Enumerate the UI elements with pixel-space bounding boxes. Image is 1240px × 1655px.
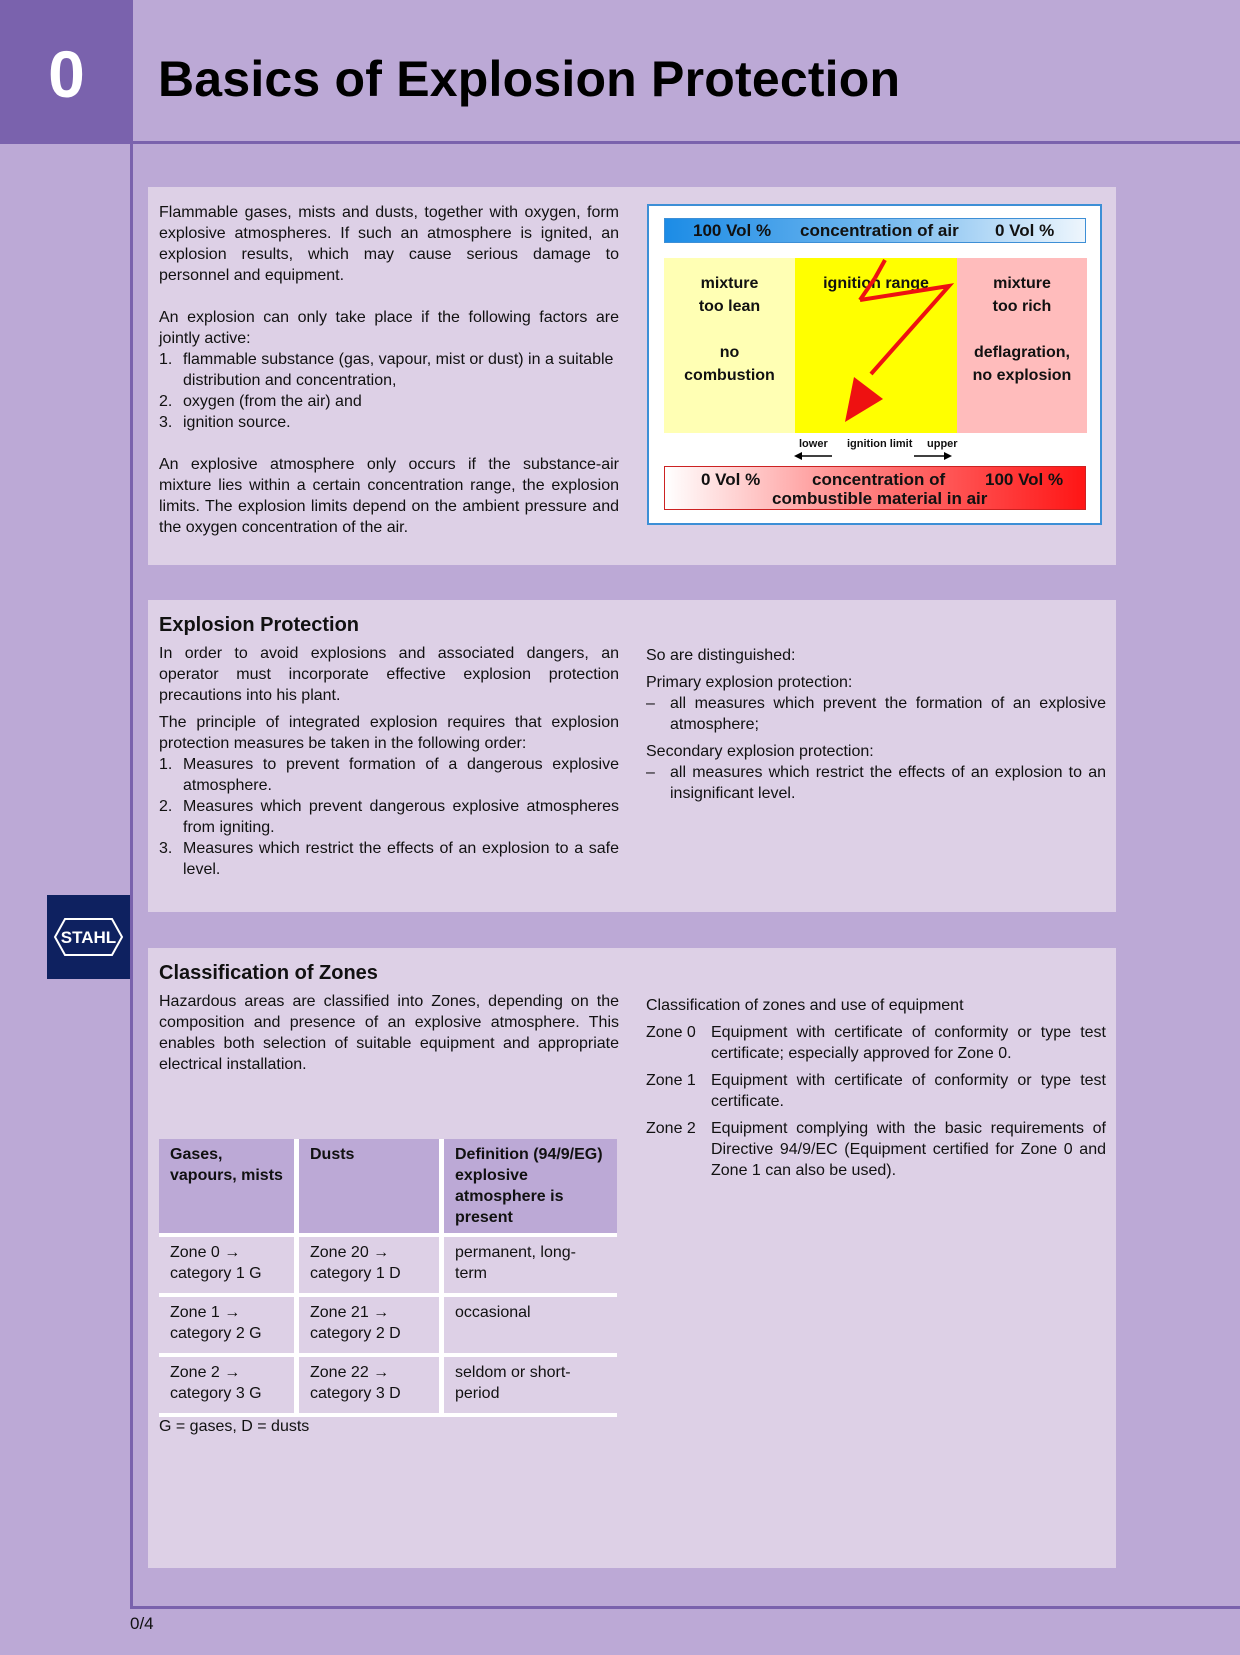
factor-list <box>159 349 619 433</box>
chapter-number: 0 <box>0 0 133 144</box>
table-cell: Zone 22 → category 3 D <box>297 1355 442 1415</box>
zones-paragraph: Hazardous areas are classified into Zones, depending on the composition and presence of an explosive atmosphere. This enables both selection of suitable equipment and appropriate electrical installation. <box>159 993 619 1073</box>
upper-label: upper <box>927 438 958 450</box>
list-item: 3. ignition source. <box>159 414 291 431</box>
stahl-logo <box>47 895 130 979</box>
secondary-title: Secondary explosion protection: <box>646 743 874 760</box>
table-cell: Zone 1 → category 2 G <box>170 1304 262 1342</box>
page-title: Basics of Explosion Protection <box>158 51 901 107</box>
rich-zone: mixture too rich deflagration, no explosion <box>957 258 1087 433</box>
list-item: 3. Measures which restrict the effects of an explosion to a safe level. <box>159 840 619 878</box>
lower-label: lower <box>799 438 828 450</box>
protection-left <box>159 615 619 880</box>
table-row <box>159 1235 617 1295</box>
protection-paragraph: The principle of integrated explosion requires that explosion protection measures be taken in the following order: <box>159 714 619 752</box>
intro-paragraph: An explosion can only take place if the following factors are jointly active: <box>159 309 619 347</box>
zones-footnote: G = gases, D = dusts <box>159 1418 310 1435</box>
list-item: – all measures which restrict the effects of an explosion to an insignificant level. <box>646 764 1106 802</box>
left-rule <box>130 144 133 1609</box>
table-cell: permanent, long-term <box>442 1235 618 1295</box>
protection-right <box>646 645 1106 804</box>
zones-table <box>159 1139 617 1417</box>
svg-text:STAHL: STAHL <box>60 928 117 947</box>
table-cell: Zone 20 → category 1 D <box>297 1235 442 1295</box>
header-divider <box>133 141 1240 144</box>
footer-divider <box>133 1606 1240 1609</box>
distinguished-text: So are distinguished: <box>646 647 796 664</box>
list-item: 1. Measures to prevent formation of a dangerous explosive atmosphere. <box>159 756 619 794</box>
protection-paragraph: In order to avoid explosions and associated dangers, an operator must incorporate effective explosion protection precautions into his plant. <box>159 645 619 704</box>
page-number: 0/4 <box>130 1614 154 1633</box>
ignition-zone: ignition range <box>795 258 957 433</box>
intro-text <box>159 202 619 538</box>
comb-left-label: 0 Vol % <box>701 470 761 489</box>
protection-heading: Explosion Protection <box>159 614 360 636</box>
lean-zone: mixture too lean no combustion <box>664 258 795 433</box>
air-left-label: 100 Vol % <box>693 221 772 240</box>
primary-title: Primary explosion protection: <box>646 674 853 691</box>
column-header: Dusts <box>297 1139 442 1235</box>
limit-arrows-icon <box>794 446 954 462</box>
combustible-concentration-bar <box>664 466 1086 510</box>
table-row <box>159 1355 617 1415</box>
list-item: – all measures which prevent the formation of an explosive atmosphere; <box>646 695 1106 733</box>
zones-left <box>159 963 619 1075</box>
table-row <box>159 1295 617 1355</box>
measures-list <box>159 754 619 880</box>
zones-right <box>646 995 1106 1187</box>
comb-label: concentration of <box>812 470 946 489</box>
intro-paragraph: An explosive atmosphere only occurs if the substance-air mixture lies within a certain concentration range, the explosion limits. The explosion limits depend on the ambient pressure and the oxygen concentration of the air. <box>159 456 619 536</box>
comb-right-label: 100 Vol % <box>985 470 1064 489</box>
table-header-row <box>159 1139 617 1235</box>
table-cell: seldom or short-period <box>442 1355 618 1415</box>
column-header: Definition (94/9/EG) explosive atmosphere is present <box>442 1139 618 1235</box>
zones-heading: Classification of Zones <box>159 962 378 984</box>
intro-paragraph: Flammable gases, mists and dusts, together with oxygen, form explosive atmospheres. If such an atmosphere is ignited, an explosion results, which may cause serious damage to personnel and equipment. <box>159 204 619 284</box>
air-right-label: 0 Vol % <box>995 221 1055 240</box>
table-cell: Zone 0 → category 1 G <box>170 1244 262 1282</box>
stahl-logo-icon <box>47 895 130 979</box>
zones-right-title: Classification of zones and use of equipment <box>646 997 964 1014</box>
air-label: concentration of air <box>800 221 959 240</box>
table-cell: occasional <box>442 1295 618 1355</box>
list-item: Zone 0 Equipment with certificate of conformity or type test certificate; especially approved for Zone 0. <box>646 1024 1106 1062</box>
comb-label-2: combustible material in air <box>772 489 988 508</box>
table-cell: Zone 21 → category 2 D <box>297 1295 442 1355</box>
ignition-limit-label: ignition limit <box>847 438 913 450</box>
explosion-limits-diagram <box>647 204 1102 525</box>
column-header: Gases, vapours, mists <box>159 1139 297 1235</box>
list-item: Zone 1 Equipment with certificate of conformity or type test certificate. <box>646 1072 1106 1110</box>
list-item: 2. oxygen (from the air) and <box>159 393 362 410</box>
table-cell: Zone 2 → category 3 G <box>170 1364 262 1402</box>
list-item: 2. Measures which prevent dangerous explosive atmospheres from igniting. <box>159 798 619 836</box>
list-item: 1. flammable substance (gas, vapour, mist or dust) in a suitable distribution and concentration, <box>159 351 614 389</box>
list-item: Zone 2 Equipment complying with the basic requirements of Directive 94/9/EC (Equipment certified for Zone 0 and Zone 1 can also be used). <box>646 1120 1106 1179</box>
